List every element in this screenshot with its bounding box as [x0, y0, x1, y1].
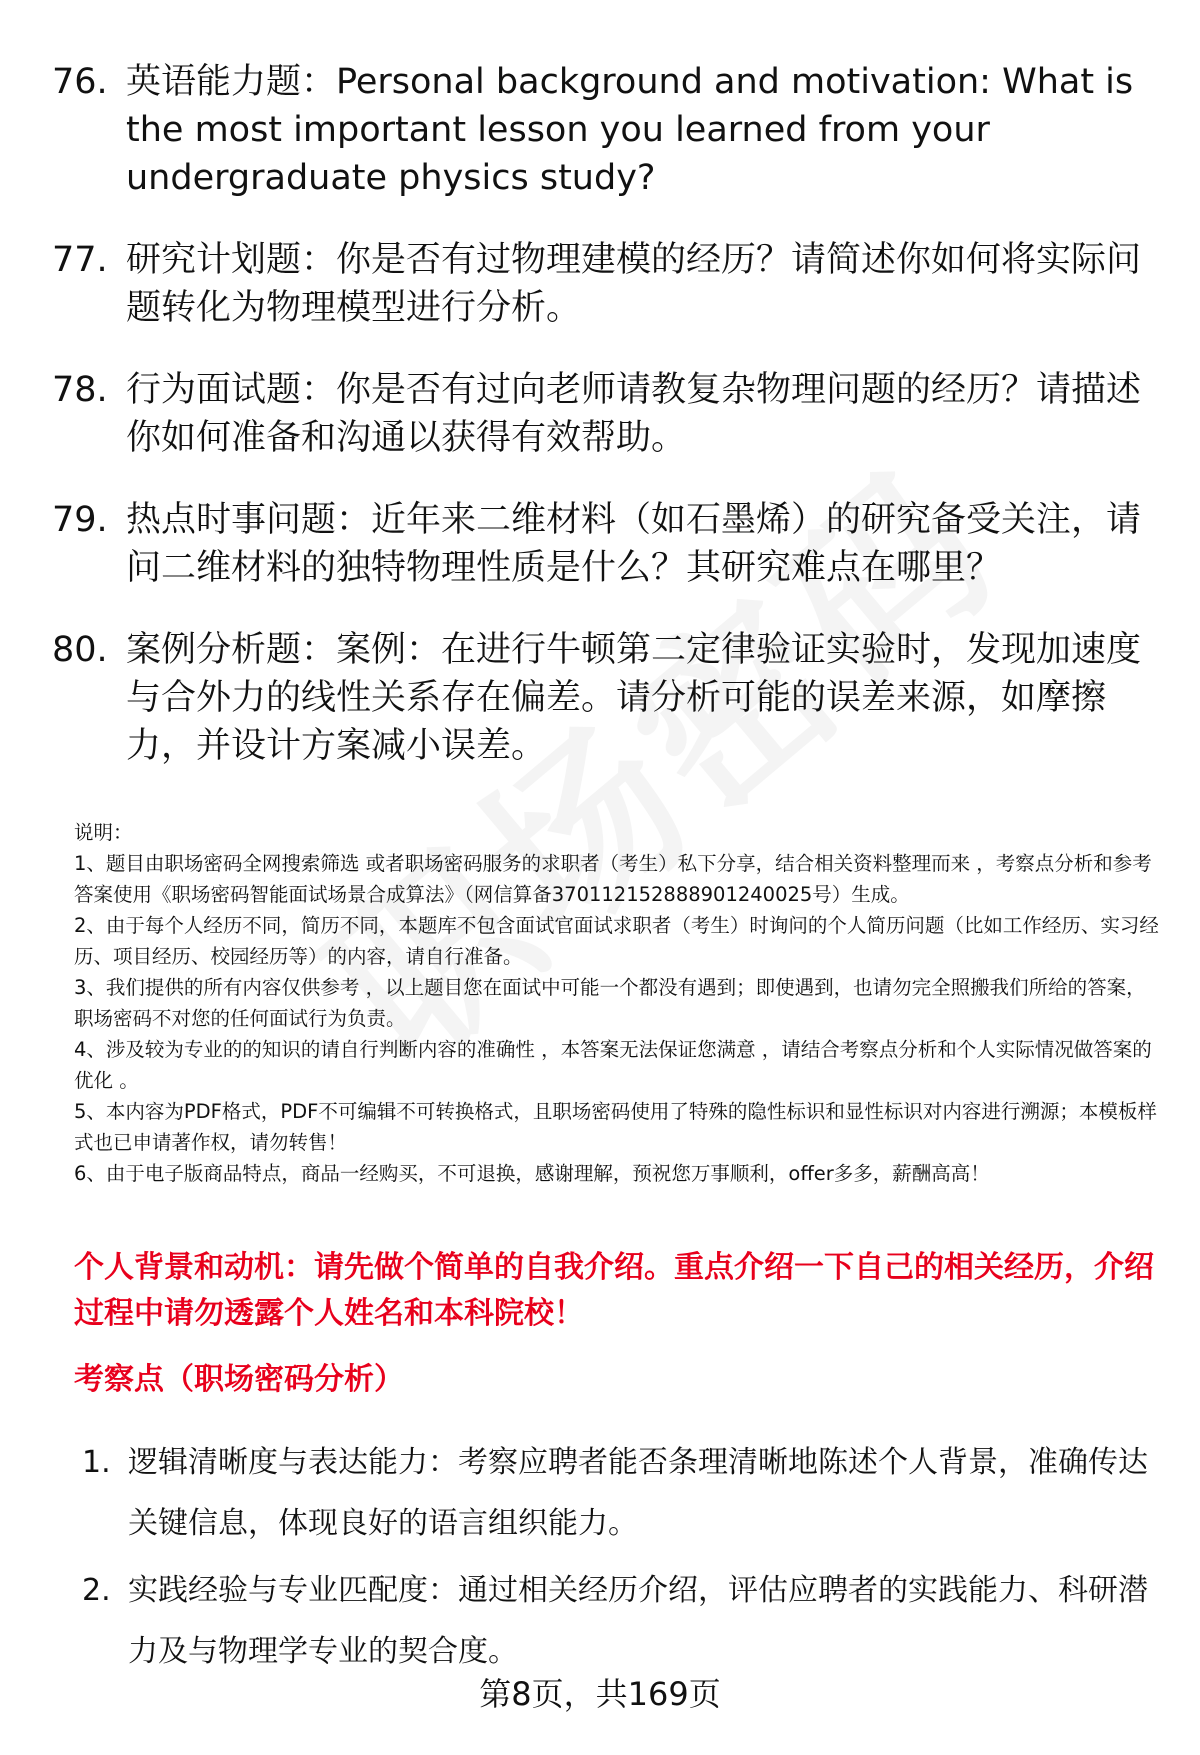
- note-item: 1、题目由职场密码全网搜索筛选 或者职场密码服务的求职者（考生）私下分享，结合相关资料整理而来 ，考察点分析和参考答案使用《职场密码智能面试场景合成算法》（网信算备370112152888901240025号）生成。: [74, 852, 1152, 906]
- question-text: 研究计划题：你是否有过物理建模的经历？请简述你如何将实际问题转化为物理模型进行分析。: [126, 240, 1142, 328]
- notes-title: 说明：: [74, 821, 133, 844]
- point-text: 逻辑清晰度与表达能力：考察应聘者能否条理清晰地陈述个人背景，准确传达关键信息，体现良好的语言组织能力。: [128, 1445, 1148, 1541]
- question-number: 77.: [52, 240, 108, 280]
- assessment-points: [82, 1432, 1152, 1688]
- question-text: 英语能力题：Personal background and motivation: What is the most important lesson you learned from your undergraduate physics study?: [126, 62, 1134, 198]
- question-text: 行为面试题：你是否有过向老师请教复杂物理问题的经历？请描述你如何准备和沟通以获得有效帮助。: [126, 370, 1142, 458]
- note-item: 4、涉及较为专业的的知识的请自行判断内容的准确性 ，本答案无法保证您满意 ，请结合考察点分析和个人实际情况做答案的优化 。: [74, 1038, 1152, 1092]
- question-number: 78.: [52, 370, 108, 410]
- question-number: 80.: [52, 630, 108, 670]
- point-item: [82, 1432, 1152, 1554]
- point-number: 1.: [82, 1445, 111, 1480]
- point-item: [82, 1560, 1152, 1682]
- question-item: [52, 236, 1142, 332]
- note-item: 6、由于电子版商品特点，商品一经购买，不可退换，感谢理解，预祝您万事顺利，offer多多，薪酬高高！: [74, 1162, 990, 1185]
- point-text: 实践经验与专业匹配度：通过相关经历介绍，评估应聘者的实践能力、科研潜力及与物理学专业的契合度。: [128, 1573, 1148, 1669]
- question-item: [52, 58, 1142, 202]
- question-item: [52, 366, 1142, 462]
- question-number: 79.: [52, 500, 108, 540]
- question-list: [52, 58, 1142, 804]
- question-item: [52, 496, 1142, 592]
- question-item: [52, 626, 1142, 770]
- question-text: 案例分析题：案例：在进行牛顿第二定律验证实验时，发现加速度与合外力的线性关系存在偏差。请分析可能的误差来源，如摩擦力，并设计方案减小误差。: [126, 630, 1142, 766]
- note-item: 2、由于每个人经历不同，简历不同，本题库不包含面试官面试求职者（考生）时询问的个人简历问题（比如工作经历、实习经历、项目经历、校园经历等）的内容，请自行准备。: [74, 914, 1159, 968]
- page-footer: 第8页，共169页: [479, 1675, 721, 1713]
- question-number: 76.: [52, 62, 108, 102]
- question-text: 热点时事问题：近年来二维材料（如石墨烯）的研究备受关注，请问二维材料的独特物理性质是什么？其研究难点在哪里？: [126, 500, 1142, 588]
- notes-section: [74, 817, 1159, 1189]
- highlighted-question: 个人背景和动机：请先做个简单的自我介绍。重点介绍一下自己的相关经历，介绍过程中请勿透露个人姓名和本科院校！: [74, 1250, 1154, 1331]
- note-item: 3、我们提供的所有内容仅供参考 ，以上题目您在面试中可能一个都没有遇到；即使遇到，也请勿完全照搬我们所给的答案，职场密码不对您的任何面试行为负责。: [74, 976, 1146, 1030]
- section-title: 考察点（职场密码分析）: [74, 1362, 404, 1397]
- note-item: 5、本内容为PDF格式，PDF不可编辑不可转换格式，且职场密码使用了特殊的隐性标识和显性标识对内容进行溯源；本模板样式也已申请著作权，请勿转售！: [74, 1100, 1157, 1154]
- point-number: 2.: [82, 1573, 111, 1608]
